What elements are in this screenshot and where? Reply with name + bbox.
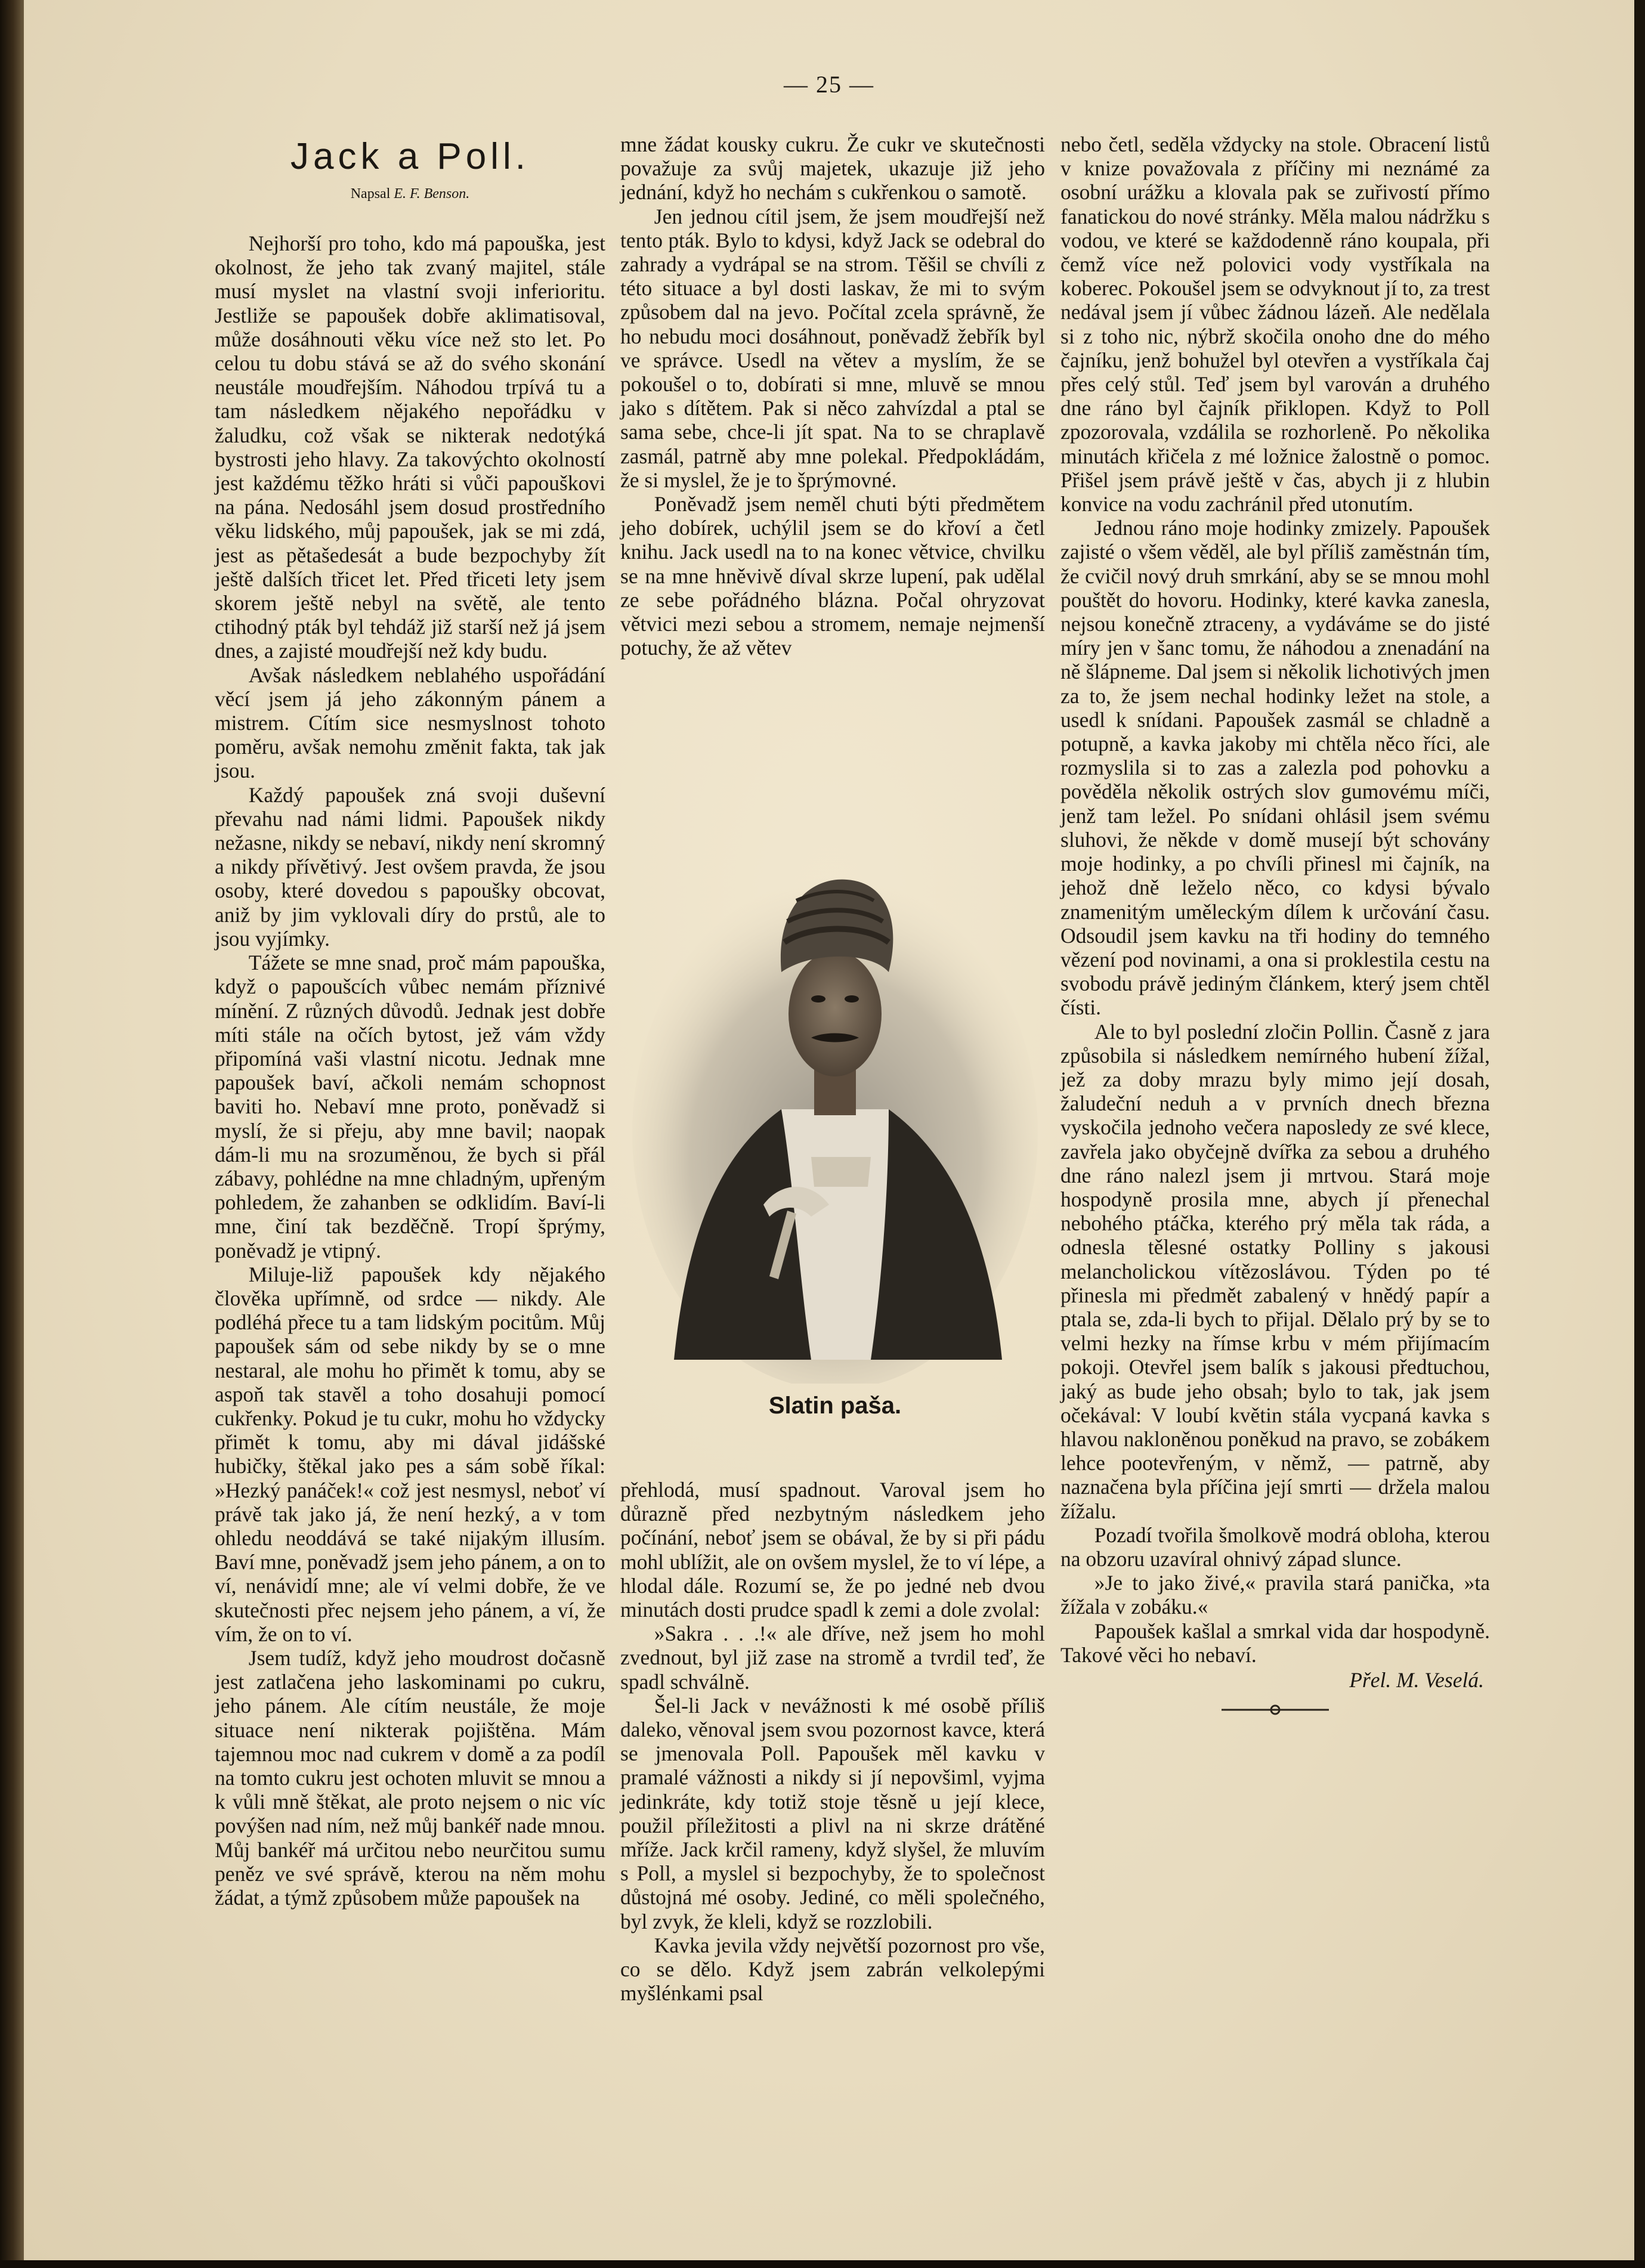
article-byline [215, 185, 605, 203]
portrait-figure [626, 823, 1044, 1443]
paragraph: »Je to jako živé,« pravila stará panička, »ta žížala v zobáku.« [1060, 1571, 1490, 1619]
paragraph: přehlodá, musí spadnout. Varoval jsem ho důrazně před nezbytným následkem jeho počínání, neboť jsem se obával, že by si při pádu mohl ublížit, ale on ovšem myslel, že to ví lépe, a hlodal dále. Rozumí se, že po jedné neb dvou minutách dosti prudce spadl k zemi a dole zvolal: [620, 1478, 1045, 1622]
paragraph: Papoušek kašlal a smrkal vida dar hospodyně. Takové věci ho nebaví. [1060, 1619, 1490, 1667]
page-number: — 25 — [784, 71, 874, 98]
paragraph: Každý papoušek zná svoji duševní převahu nad námi lidmi. Papoušek nikdy nežasne, nikdy se nebaví, nikdy není skromný a nikdy přívětivý. Jest ovšem pravda, že jsou osoby, které dovedou s papoušky obcovat, aniž by jim vyklovali díry do prstů, ale to jsou vyjímky. [215, 782, 605, 951]
paragraph: Ale to byl poslední zločin Pollin. Časně z jara způsobila si následkem nemírného hubení žížal, jež za doby mrazu byly mimo její dosah, žaludeční neduh a v prvních dnech března vyskočila jednoho večera naposledy ze své klece, zavřela jako obyčejně dvířka za sebou a druhého dne ráno nalezl jsem ji mrtvou. Stará moje hospodyně prosila mne, abych jí přenechal nebohého ptáčka, kterého prý měla tak ráda, a odnesla tělesné ostatky Polliny s jakousi melancholickou vítězoslávou. Týden po té přinesla mi předmět zabalený v hnědý papír a ptala se, zda-li bych to přijal. Dělalo prý by se to velmi hezky na římse krbu v mém přijímacím pokoji. Otevřel jsem balík s jakousi předtuchou, jaký as bude jeho obsah; bylo to tak, jak jsem očekával: V loubí květin stála vycpaná kavka s hlavou nakloněnou poněkud na pravo, se zobákem lehce pootevřeným, v němž, — patrně, aby naznačena byla příčina její smrti — držela malou žížalu. [1060, 1019, 1490, 1523]
magazine-page [24, 0, 1634, 2260]
article-title: Jack a Poll. [290, 136, 530, 177]
paragraph: »Sakra . . .!« ale dříve, než jsem ho mohl zvednout, byl již zase na stromě a tvrdil teď, že spadl schválně. [620, 1622, 1045, 1694]
paragraph: Kavka jevila vždy největší pozornost pro vše, co se dělo. Když jsem zabrán velkolepými myšlénkami psal [620, 1933, 1045, 2006]
byline-author: E. F. Benson. [394, 186, 470, 202]
paragraph: Nejhorší pro toho, kdo má papouška, jest okolnost, že jeho tak zvaný majitel, stále musí myslet na vlastní svoji inferioritu. Jestliže se papoušek dobře aklimatisoval, může dosáhnouti věku více než sto let. Po celou tu dobu stává se až do svého skonání neustále moudřejším. Náhodou trpívá tu a tam následkem nějakého nepořádku v žaludku, což však se nikterak nedotýká bystrosti jeho hlavy. Za takovýchto okolností jest každému těžko hráti si vůči papouškovi na pána. Nedosáhl jsem dosud prostředního věku lidského, můj papoušek, jak se mi zdá, jest as pětašedesát a bude bezpochyby žít ještě dalších třicet let. Před třiceti lety jsem skorem ještě nebyl na světě, ale tento ctihodný pták byl tehdáž již starší než já jsem dnes, a zajisté moudřejší než kdy budu. [215, 231, 605, 663]
paragraph: Pozadí tvořila šmolkově modrá obloha, kterou na obzoru uzavíral ohnivý západ slunce. [1060, 1523, 1490, 1571]
paragraph: Jednou ráno moje hodinky zmizely. Papoušek zajisté o všem věděl, ale byl příliš zaměstnán tím, že cvičil nový druh smrkání, aby se se mnou mohl pouštět do hovoru. Hodinky, které kavka zanesla, nejsou konečně ztraceny, a vydáváme se do jisté míry jen v šanc tomu, že náhodou a znenadání na ně šlápneme. Dal jsem si několik lichotivých jmen za to, že jsem nechal hodinky ležet na stole, a usedl k snídani. Papoušek zasmál se chladně a potupně, a kavka jakoby mi chtěla něco říci, ale rozmyslila si to zas a zalezla pod pohovku a pověděla několik ostrých slov gumovému míči, jenž tam ležel. Po snídani ohlásil jsem svému sluhovi, že někde v domě musejí být schovány moje hodinky, a po chvíli přinesl mi čajník, na jehož dně leželo něco, co kdysi bývalo znamenitým uměleckým dílem k určování času. Odsoudil jsem kavku na tři hodiny do temného vězení pod novinami, a ona si proklestila cestu na svobodu právě jediným článkem, který jsem chtěl čísti. [1060, 516, 1490, 1020]
figure-caption: Slatin paša. [768, 1393, 902, 1419]
column-1 [215, 132, 605, 1910]
paragraph: Miluje-liž papoušek kdy nějakého člověka upřímně, od srdce — nikdy. Ale podléhá přece tu a tam lidským pocitům. Můj papoušek sám od sebe nikdy by se o mne nestaral, ale mohu ho přimět k tomu, aby se aspoň tak stavěl a toho dosahuji pomocí cukřenky. Pokud je tu cukr, mohu ho vždycky přimět k tomu, aby mi dával jidášské hubičky, štěkal jako pes a sám sobě říkal: »Hezký panáček!« což jest nesmysl, neboť ví právě tak jako já, že není hezký, a v tom ohledu neoddává se také nijakým illusím. Baví mne, poněvadž jsem jeho pánem, a on to ví, nenávidí mne; ale ví velmi dobře, že ve skutečnosti přec nejsem jeho pánem, a ví, že vím, že on to ví. [215, 1262, 605, 1646]
portrait-engraving [632, 823, 1038, 1384]
column-2-bottom [620, 1478, 1045, 2005]
paragraph: Šel-li Jack v nevážnosti k mé osobě příliš daleko, věnoval jsem svou pozornost kavce, která se jmenovala Poll. Papoušek měl kavku v pramalé vážnosti a nikdy si jí nepovšiml, vyjma jedinkráte, kdy totiž stoje těsně u její klece, použil příležitosti a plivl na ni skrze drátěné mříže. Jack krčil rameny, když slyšel, že mluvím s Poll, a myslel si bezpochyby, že to společnost důstojná mé osoby. Jediné, co měli společného, byl zvyk, že kleli, když se rozzlobili. [620, 1693, 1045, 1933]
column-2-top [620, 132, 1045, 660]
byline-prefix: Napsal [350, 186, 391, 202]
paragraph: Avšak následkem neblahého uspořádání věcí jsem já jeho zákonným pánem a mistrem. Cítím sice nesmyslnost tohoto poměru, avšak nemohu změnit fakta, tak jak jsou. [215, 663, 605, 783]
page-bottom-edge [0, 2260, 1645, 2268]
paragraph: Jsem tudíž, když jeho moudrost dočasně jest zatlačena jeho laskominami po cukru, jeho pánem. Ale cítím neustále, že moje situace není nikterak pojištěna. Mám tajemnou moc nad cukrem v domě a za podíl na tomto cukru jest ochoten mluvit se mnou a k vůli mně štěkat, ale proto nejsem o nic víc povýšen nad ním, než můj bankéř nade mnou. Můj bankéř má určitou nebo neurčitou sumu peněz ve své správě, kterou na něm mohu žádat, a týmž způsobem může papoušek na [215, 1645, 605, 1910]
column-3 [1060, 132, 1490, 1722]
paragraph: mne žádat kousky cukru. Že cukr ve skutečnosti považuje za svůj majetek, ukazuje již jeho jednání, když ho nechám s cukřenkou o samotě. [620, 132, 1045, 205]
paragraph: Jen jednou cítil jsem, že jsem moudřejší než tento pták. Bylo to kdysi, když Jack se odebral do zahrady a vydrápal se na strom. Těšil se chvíli z této situace a byl dosti laskav, že mi to svým způsobem dal na jevo. Počítal zcela správně, že ho nebudu moci dosáhnout, poněvadž žebřík byl ve správce. Usedl na větev a myslím, že se pokoušel o to, dobírati si mne, mluvě se mnou jako s dítětem. Pak si něco zahvízdal a ptal se sama sebe, chce-li jít spat. Na to se chraplavě zasmál, patrně aby mne polekal. Předpokládám, že si myslel, že je to šprýmovné. [620, 204, 1045, 492]
end-ornament [1060, 1698, 1490, 1722]
paragraph: Poněvadž jsem neměl chuti býti předmětem jeho dobírek, uchýlil jsem se do křoví a četl knihu. Jack usedl na to na konec větvice, chvilku se na mne hněvivě díval skrze lupení, pak udělal ze sebe pořádného blázna. Počal ohryzovat větvici mezi sebou a stromem, nemaje nejmenší potuchy, že až větev [620, 492, 1045, 660]
translator-signature: Přel. M. Veselá. [1349, 1668, 1484, 1692]
paragraph: Tážete se mne snad, proč mám papouška, když o papoušcích vůbec nemám příznivé mínění. Z různých důvodů. Jednak jest dobře míti stále na očích bytost, jež vám vždy připomíná vaši vlastní nicotu. Jednak mne papoušek baví, ačkoli nemám schopnost baviti ho. Nebaví mne proto, poněvadž si myslí, že si přeju, aby mne bavil; naopak dám-li mu na srozuměnou, že bych si přál zábavy, pohlédne na mne chladným, upřeným pohledem, že zahanben se odklidím. Baví-li mne, činí tak bezděčně. Tropí šprýmy, poněvadž je vtipný. [215, 951, 605, 1263]
ornament-line-icon [1216, 1703, 1335, 1717]
binding-gutter [0, 0, 24, 2268]
paragraph: nebo četl, seděla vždycky na stole. Obracení listů v knize považovala z příčiny mi neznámé za osobní urážku a klovala pak se zuřivostí přímo fanatickou do nové stránky. Měla malou nádržku s vodou, ve které se každodenně ráno koupala, při čemž více než polovici vody vystříkala na koberec. Pokoušel jsem se odvyknout jí to, za trest nedával jsem jí vůbec žádnou lázeň. Ale nedělala si z toho nic, nýbrž skočila onoho dne do mého čajníku, jenž bohužel byl otevřen a vystříkala čaj přes celý stůl. Teď jsem byl varován a druhého dne ráno byl čajník přiklopen. Když to Poll zpozorovala, vzdálila se rozhorleně. Po několika minutách křičela z mé ložnice žalostně o pomoc. Přišel jsem právě ještě v čas, abych ji z hlubin konvice na vodu zachránil před utonutím. [1060, 132, 1490, 516]
